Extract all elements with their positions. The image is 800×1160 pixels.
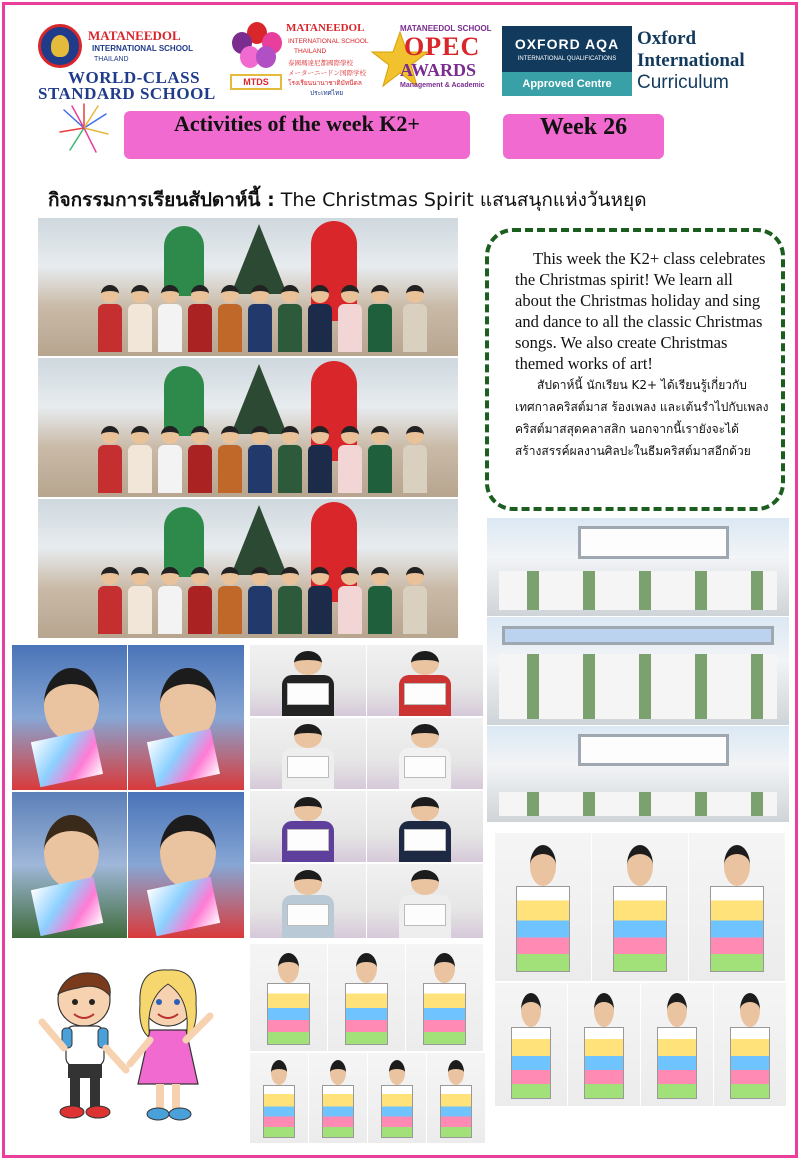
oxford-international-curriculum-logo xyxy=(637,28,745,94)
classroom-photo-2 xyxy=(487,617,789,725)
mataneedol-international-logo xyxy=(226,18,376,102)
kid-photo-4 xyxy=(128,792,244,938)
kid-photo-3 xyxy=(12,792,127,938)
logo5-line3: Curriculum xyxy=(637,72,729,93)
week-number: Week 26 xyxy=(503,114,664,159)
coloring-photo-2 xyxy=(592,833,688,981)
artwork-photo-3 xyxy=(250,718,366,789)
coloring-photo-14 xyxy=(427,1053,485,1143)
classroom-photo-1 xyxy=(487,518,789,616)
activity-subtitle xyxy=(48,185,647,215)
logo5-line1: Oxford xyxy=(637,28,697,49)
coloring-photo-5 xyxy=(568,983,640,1106)
coloring-photo-13 xyxy=(368,1053,426,1143)
description-thai-line4: สร้างสรรค์ผลงานศิลปะในธีมคริสต์มาสอีกด้วย xyxy=(515,444,751,458)
kid-photo-1 xyxy=(12,645,127,790)
logo1-line3: THAILAND xyxy=(94,56,129,63)
oxford-aqa-logo xyxy=(502,26,632,96)
logo3-line1: MATANEEDOL SCHOOL xyxy=(400,24,492,33)
logo2-line7: ประเทศไทย xyxy=(310,89,344,97)
logo3-line4: Management & Academic xyxy=(400,82,485,89)
mataneedol-world-class-logo xyxy=(30,20,220,104)
kid-photo-2 xyxy=(128,645,244,790)
logo1-line2: INTERNATIONAL SCHOOL xyxy=(92,44,194,53)
mtds-tag: MTDS xyxy=(230,74,282,90)
coloring-photo-9 xyxy=(328,944,405,1051)
group-photo-1 xyxy=(38,218,458,356)
logo2-line3: THAILAND xyxy=(294,48,327,55)
logo4-line2: INTERNATIONAL QUALIFICATIONS xyxy=(517,56,617,62)
mtds-globe-icon xyxy=(38,24,82,68)
coloring-photo-6 xyxy=(641,983,713,1106)
subtitle-label: กิจกรรมการเรียนสัปดาห์นี้ : xyxy=(48,189,275,211)
artwork-photo-5 xyxy=(250,791,366,862)
logo4-line1: OXFORD AQA xyxy=(514,36,620,52)
logo2-line5: メーターニードン国際学校 xyxy=(288,69,366,77)
artwork-photo-6 xyxy=(367,791,483,862)
coloring-photo-4 xyxy=(495,983,567,1106)
description-thai-line2: เทศกาลคริสต์มาส ร้องเพลง และเต้นรำไปกับเพลง xyxy=(515,400,769,414)
logo2-line2: INTERNATIONAL SCHOOL xyxy=(288,38,369,45)
artwork-photo-1 xyxy=(250,645,366,716)
description-bubble xyxy=(485,228,785,511)
flower-logo-icon xyxy=(230,22,284,70)
artwork-photo-4 xyxy=(367,718,483,789)
classroom-photo-3 xyxy=(487,726,789,822)
logo4-line3: Approved Centre xyxy=(502,72,632,96)
description-thai-line1: สัปดาห์นี้ นักเรียน K2+ ได้เรียนรู้เกี่ยวกับ xyxy=(537,378,747,392)
logo2-line1: MATANEEDOL xyxy=(286,22,365,34)
description-thai-line3: คริสต์มาสสุดคลาสสิก นอกจากนี้เรายังจะได้ xyxy=(515,422,739,436)
coloring-photo-1 xyxy=(495,833,591,981)
artwork-photo-2 xyxy=(367,645,483,716)
opec-awards-logo xyxy=(370,22,495,102)
coloring-photo-7 xyxy=(714,983,786,1106)
group-photo-2 xyxy=(38,358,458,497)
logo1-line4: WORLD-CLASS xyxy=(68,68,201,87)
subtitle-text: The Christmas Spirit แสนสนุกแห่งวันหยุด xyxy=(274,189,647,211)
logo1-line1: MATANEEDOL xyxy=(88,28,181,43)
activities-title: Activities of the week K2+ xyxy=(124,111,470,159)
logo3-line2: OPEC xyxy=(404,32,481,61)
logo2-line6: โรงเรียนนานาชาติมัทนีดล xyxy=(288,79,362,87)
artwork-photo-7 xyxy=(250,864,366,938)
coloring-photo-8 xyxy=(250,944,327,1051)
logo1-line5: STANDARD SCHOOL xyxy=(38,84,216,103)
coloring-photo-3 xyxy=(689,833,785,981)
group-photo-3 xyxy=(38,499,458,638)
coloring-photo-12 xyxy=(309,1053,367,1143)
description-english: This week the K2+ class celebrates the Christmas spirit! We learn all about the Christmas holiday and sing and dance to all the classic Christmas songs. We also create Christmas themed works of art! xyxy=(515,249,766,373)
coloring-photo-10 xyxy=(406,944,483,1051)
coloring-photo-11 xyxy=(250,1053,308,1143)
logo5-line2: International xyxy=(637,50,745,71)
firework-icon xyxy=(56,100,112,156)
cartoon-kids-illustration xyxy=(28,960,224,1128)
artwork-photo-8 xyxy=(367,864,483,938)
logo3-line3: AWARDS xyxy=(400,60,477,80)
logo2-line4: 泰國瑪達尼都國際學校 xyxy=(288,59,353,67)
